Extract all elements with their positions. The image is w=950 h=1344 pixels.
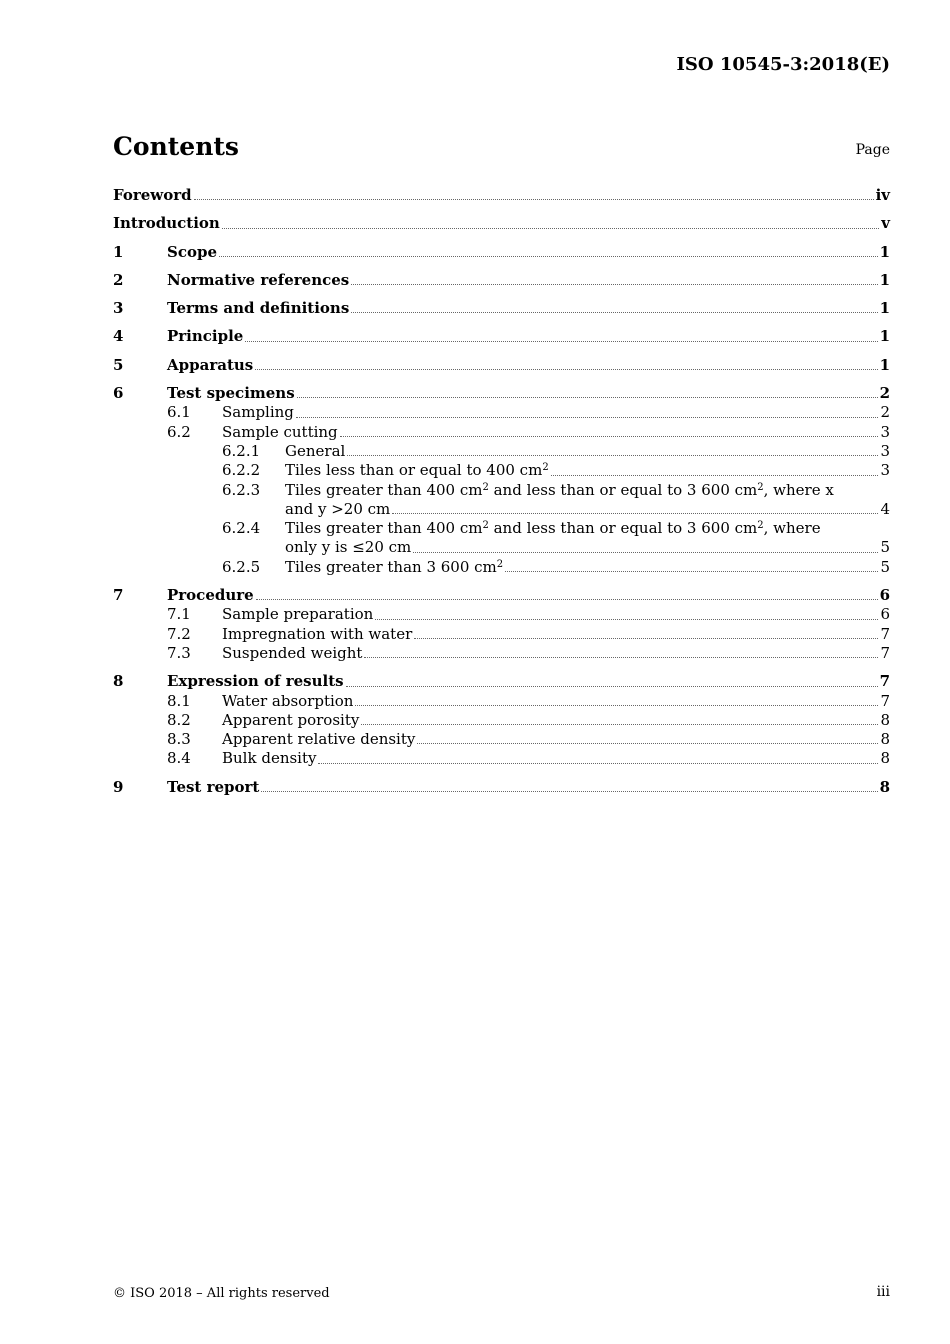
toc-entry[interactable] (113, 186, 890, 205)
toc-entry-page: 3 (880, 461, 890, 480)
toc-entry[interactable] (113, 749, 890, 768)
toc-entry[interactable] (113, 778, 890, 797)
toc-entry-page: 4 (880, 499, 890, 518)
toc-dot-leader (417, 743, 878, 744)
toc-entry-number: 6.2.3 (222, 480, 261, 499)
toc-dot-leader (297, 397, 878, 398)
toc-entry-page: 8 (880, 730, 890, 749)
toc-entry[interactable] (113, 271, 890, 290)
toc-dot-leader (351, 284, 877, 285)
toc-dot-leader (219, 256, 878, 257)
toc-entry-page: 1 (879, 327, 890, 346)
toc-dot-leader (245, 341, 877, 342)
toc-entry[interactable] (113, 519, 890, 558)
toc-entry-label: Tiles greater than 3 600 $cm^2$ (285, 557, 504, 576)
toc-entry-page: 8 (879, 777, 890, 796)
toc-entry[interactable] (113, 625, 890, 644)
toc-entry[interactable] (113, 243, 890, 262)
toc-dot-leader (261, 791, 877, 792)
toc-entry-label: Procedure (167, 586, 254, 605)
toc-entry-page: 7 (880, 624, 890, 643)
toc-entry-number: 8.2 (167, 710, 191, 729)
toc-entry-number: 4 (113, 327, 124, 346)
toc-dot-leader (194, 199, 874, 200)
toc-entry[interactable] (113, 461, 890, 480)
toc-dot-leader (414, 638, 878, 639)
toc-entry-number: 6.1 (167, 403, 191, 422)
toc-entry-number: 1 (113, 242, 124, 261)
toc-entry-label: Tiles less than or equal to 400 $cm^2$ (285, 461, 549, 480)
toc-entry-number: 3 (113, 299, 124, 318)
toc-entry-page: 1 (879, 355, 890, 374)
toc-entry-page: 8 (880, 749, 890, 768)
toc-entry[interactable] (113, 605, 890, 624)
toc-entry-label-line1: Tiles greater than 400 $cm^2$ and less than or equal to 3 600 $cm^2$, where (285, 519, 821, 538)
toc-dot-leader (551, 475, 879, 476)
toc-dot-leader (392, 513, 878, 514)
toc-entry-page: v (881, 214, 890, 233)
page-column-label: Page (855, 142, 890, 158)
toc-entry[interactable] (113, 481, 890, 520)
toc-entry[interactable] (113, 558, 890, 577)
toc-dot-leader (222, 228, 879, 229)
toc-entry-label: Bulk density (222, 749, 317, 768)
toc-entry[interactable] (113, 672, 890, 691)
toc-entry-label: Principle (167, 327, 244, 346)
toc-entry-number: 6.2.2 (222, 461, 261, 480)
page-number: iii (876, 1284, 890, 1300)
toc-dot-leader (318, 763, 878, 764)
toc-entry-number: 6 (113, 384, 124, 403)
copyright-notice: © ISO 2018 – All rights reserved (113, 1286, 330, 1301)
table-of-contents (113, 186, 890, 797)
toc-entry[interactable] (113, 442, 890, 461)
toc-entry-page: 2 (879, 384, 890, 403)
toc-entry-label: Impregnation with water (222, 624, 413, 643)
toc-entry-page: 6 (879, 586, 890, 605)
toc-entry-label: Foreword (113, 186, 192, 204)
toc-entry-label: Apparatus (167, 355, 254, 374)
toc-entry[interactable] (113, 711, 890, 730)
toc-dot-leader (505, 571, 878, 572)
toc-entry-number: 7.1 (167, 605, 191, 624)
toc-dot-leader (355, 705, 878, 706)
toc-entry-number: 8.1 (167, 691, 191, 710)
toc-entry-number: 8.4 (167, 749, 191, 768)
toc-entry-number: 6.2 (167, 422, 191, 441)
toc-entry[interactable] (113, 644, 890, 663)
toc-entry-label: Sample cutting (222, 422, 338, 441)
toc-entry-label: Test report (167, 777, 260, 796)
toc-entry-label: Suspended weight (222, 643, 363, 662)
toc-entry-label: Water absorption (222, 691, 354, 710)
toc-dot-leader (255, 369, 877, 370)
toc-entry-page: iv (875, 186, 890, 204)
toc-dot-leader (375, 619, 878, 620)
toc-entry[interactable] (113, 214, 890, 233)
toc-entry-label: only y is ≤20 cm (285, 538, 412, 557)
toc-entry-page: 7 (879, 672, 890, 691)
toc-dot-leader (296, 417, 879, 418)
toc-entry-label: General (285, 441, 346, 460)
toc-entry-label-line1: Tiles greater than 400 $cm^2$ and less than or equal to 3 600 $cm^2$, where x (285, 480, 834, 499)
toc-entry[interactable] (113, 384, 890, 403)
toc-entry-number: 9 (113, 777, 124, 796)
toc-entry[interactable] (113, 730, 890, 749)
toc-dot-leader (413, 552, 878, 553)
toc-entry-number: 7 (113, 586, 124, 605)
toc-entry-label: Normative references (167, 270, 350, 289)
toc-entry-label: and y >20 cm (285, 499, 391, 518)
toc-entry-label: Apparent relative density (222, 730, 416, 749)
toc-entry-label: Sampling (222, 403, 294, 422)
toc-dot-leader (361, 724, 878, 725)
toc-entry-number: 8 (113, 672, 124, 691)
toc-entry-label: Apparent porosity (222, 710, 360, 729)
toc-entry-number: 7.2 (167, 624, 191, 643)
toc-entry-page: 2 (880, 403, 890, 422)
toc-entry[interactable] (113, 299, 890, 318)
toc-entry-number: 2 (113, 270, 124, 289)
toc-entry-page: 5 (880, 557, 890, 576)
toc-entry[interactable] (113, 692, 890, 711)
toc-entry-page: 1 (879, 242, 890, 261)
toc-dot-leader (347, 455, 878, 456)
toc-entry-page: 6 (880, 605, 890, 624)
toc-entry-label: Terms and definitions (167, 299, 350, 318)
toc-entry-label: Introduction (113, 214, 220, 233)
toc-dot-leader (256, 599, 878, 600)
toc-entry[interactable] (113, 586, 890, 605)
toc-entry-number: 6.2.5 (222, 557, 261, 576)
toc-entry-label: Scope (167, 242, 218, 261)
toc-dot-leader (351, 312, 877, 313)
toc-entry-label: Sample preparation (222, 605, 374, 624)
toc-entry-number: 7.3 (167, 643, 191, 662)
toc-dot-leader (346, 686, 878, 687)
toc-dot-leader (364, 657, 878, 658)
toc-entry[interactable] (113, 327, 890, 346)
toc-entry-page: 7 (880, 643, 890, 662)
toc-entry-page: 3 (880, 422, 890, 441)
toc-entry-number: 6.2.4 (222, 519, 261, 538)
toc-dot-leader (340, 436, 879, 437)
toc-entry-page: 3 (880, 441, 890, 460)
toc-entry-page: 7 (880, 691, 890, 710)
toc-entry-page: 1 (879, 270, 890, 289)
page-title: Contents (113, 132, 240, 161)
toc-entry-label: Expression of results (167, 672, 344, 691)
toc-entry-number: 5 (113, 355, 124, 374)
toc-entry-page: 5 (880, 538, 890, 557)
toc-entry[interactable] (113, 423, 890, 442)
toc-entry-number: 6.2.1 (222, 441, 261, 460)
toc-entry[interactable] (113, 356, 890, 375)
toc-entry[interactable] (113, 403, 890, 422)
toc-entry-page: 8 (880, 710, 890, 729)
toc-entry-label: Test specimens (167, 384, 295, 403)
document-id: ISO 10545-3:2018(E) (676, 54, 890, 75)
toc-entry-page: 1 (879, 299, 890, 318)
toc-entry-number: 8.3 (167, 730, 191, 749)
